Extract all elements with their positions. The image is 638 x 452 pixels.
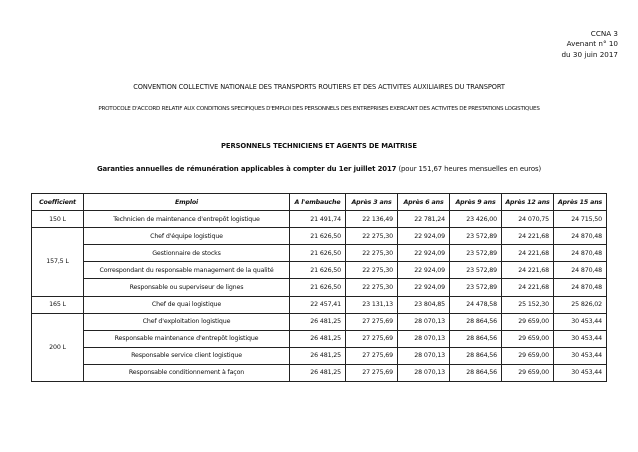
salary-value-cell: 24 870,48: [554, 245, 607, 262]
col-header-3ans: Après 3 ans: [346, 194, 398, 211]
salary-value-cell: 22 275,30: [346, 228, 398, 245]
salary-value-cell: 26 481,25: [290, 330, 346, 347]
coefficient-cell: 157,5 L: [32, 228, 84, 296]
salary-value-cell: 26 481,25: [290, 347, 346, 364]
salary-value-cell: 21 491,74: [290, 211, 346, 228]
salary-value-cell: 28 070,13: [398, 313, 450, 330]
salary-value-cell: 24 070,75: [502, 211, 554, 228]
salary-value-cell: 21 626,50: [290, 245, 346, 262]
salary-value-cell: 22 924,09: [398, 279, 450, 296]
salary-value-cell: 30 453,44: [554, 347, 607, 364]
salary-value-cell: 24 478,58: [450, 296, 502, 313]
salary-value-cell: 23 572,89: [450, 279, 502, 296]
salary-value-cell: 22 781,24: [398, 211, 450, 228]
salary-value-cell: 23 426,00: [450, 211, 502, 228]
col-header-emploi: Emploi: [84, 194, 290, 211]
salary-value-cell: 29 659,00: [502, 330, 554, 347]
date-label: du 30 juin 2017: [561, 49, 618, 59]
salary-value-cell: 23 804,85: [398, 296, 450, 313]
garanties-rest: (pour 151,67 heures mensuelles en euros): [396, 165, 542, 173]
salary-value-cell: 26 481,25: [290, 364, 346, 381]
emploi-cell: Responsable maintenance d'entrepôt logistique: [84, 330, 290, 347]
col-header-6ans: Après 6 ans: [398, 194, 450, 211]
convention-title: CONVENTION COLLECTIVE NATIONALE DES TRANSPORTS ROUTIERS ET DES ACTIVITES AUXILIAIRES DU TRANSPORT: [133, 83, 505, 91]
salary-value-cell: 24 715,50: [554, 211, 607, 228]
salary-value-cell: 29 659,00: [502, 364, 554, 381]
salary-value-cell: 22 275,30: [346, 245, 398, 262]
col-header-embauche: A l'embauche: [290, 194, 346, 211]
salary-value-cell: 21 626,50: [290, 228, 346, 245]
table-row: [32, 262, 607, 279]
salary-value-cell: 24 870,48: [554, 279, 607, 296]
salary-value-cell: 22 924,09: [398, 228, 450, 245]
emploi-cell: Responsable conditionnement à façon: [84, 364, 290, 381]
salary-value-cell: 30 453,44: [554, 364, 607, 381]
salary-value-cell: 28 070,13: [398, 330, 450, 347]
ccna-label: CCNA 3: [590, 29, 618, 38]
salary-value-cell: 21 626,50: [290, 279, 346, 296]
salary-value-cell: 22 275,30: [346, 262, 398, 279]
emploi-cell: Gestionnaire de stocks: [84, 245, 290, 262]
salary-value-cell: 28 864,56: [450, 347, 502, 364]
table-row: [32, 347, 607, 364]
coefficient-cell: 200 L: [32, 313, 84, 381]
salary-value-cell: 29 659,00: [502, 347, 554, 364]
salary-value-cell: 28 070,13: [398, 347, 450, 364]
salary-value-cell: 22 136,49: [346, 211, 398, 228]
salary-value-cell: 24 221,68: [502, 279, 554, 296]
salary-value-cell: 30 453,44: [554, 330, 607, 347]
salary-value-cell: 24 870,48: [554, 228, 607, 245]
salary-value-cell: 27 275,69: [346, 364, 398, 381]
salary-value-cell: 30 453,44: [554, 313, 607, 330]
emploi-cell: Chef d'équipe logistique: [84, 228, 290, 245]
salary-value-cell: 27 275,69: [346, 347, 398, 364]
salary-value-cell: 24 221,68: [502, 262, 554, 279]
avenant-label: Avenant n° 10: [566, 39, 618, 49]
salary-value-cell: 28 864,56: [450, 330, 502, 347]
salary-value-cell: 27 275,69: [346, 313, 398, 330]
salary-value-cell: 28 070,13: [398, 364, 450, 381]
table-body: [32, 211, 607, 382]
document-reference: [561, 29, 618, 60]
salary-table: [31, 193, 607, 382]
salary-value-cell: 26 481,25: [290, 313, 346, 330]
garanties-bold: Garanties annuelles de rémunération applicables à compter du 1er juillet 2017: [96, 165, 397, 173]
salary-value-cell: 24 870,48: [554, 262, 607, 279]
table-row: [32, 313, 607, 330]
salary-value-cell: 27 275,69: [346, 330, 398, 347]
table-row: [32, 228, 607, 245]
coefficient-cell: 150 L: [32, 211, 84, 228]
salary-value-cell: 25 152,30: [502, 296, 554, 313]
salary-value-cell: 28 864,56: [450, 313, 502, 330]
table-row: [32, 245, 607, 262]
salary-value-cell: 23 572,89: [450, 228, 502, 245]
col-header-12ans: Après 12 ans: [502, 194, 554, 211]
salary-value-cell: 23 572,89: [450, 262, 502, 279]
salary-value-cell: 22 924,09: [398, 245, 450, 262]
garanties-title: [0, 165, 638, 173]
protocole-title: PROTOCOLE D'ACCORD RELATIF AUX CONDITIONS SPECIFIQUES D'EMPLOI DES PERSONNELS DES ENTREPRISES EXERCANT DES ACTIVITES DE PRESTATIONS LOGISTIQUES: [98, 106, 540, 112]
table-header-row: [32, 194, 607, 211]
emploi-cell: Responsable service client logistique: [84, 347, 290, 364]
table-row: [32, 211, 607, 228]
salary-value-cell: 24 221,68: [502, 228, 554, 245]
emploi-cell: Technicien de maintenance d'entrepôt logistique: [84, 211, 290, 228]
salary-value-cell: 29 659,00: [502, 313, 554, 330]
salary-value-cell: 24 221,68: [502, 245, 554, 262]
emploi-cell: Chef d'exploitation logistique: [84, 313, 290, 330]
salary-value-cell: 22 924,09: [398, 262, 450, 279]
table-row: [32, 279, 607, 296]
col-header-coefficient: Coefficient: [32, 194, 84, 211]
salary-value-cell: 22 275,30: [346, 279, 398, 296]
salary-value-cell: 28 864,56: [450, 364, 502, 381]
table-row: [32, 296, 607, 313]
salary-value-cell: 23 131,13: [346, 296, 398, 313]
emploi-cell: Chef de quai logistique: [84, 296, 290, 313]
salary-value-cell: 25 826,02: [554, 296, 607, 313]
salary-value-cell: 21 626,50: [290, 262, 346, 279]
salary-value-cell: 23 572,89: [450, 245, 502, 262]
table-row: [32, 364, 607, 381]
col-header-9ans: Après 9 ans: [450, 194, 502, 211]
table-row: [32, 330, 607, 347]
section-title: PERSONNELS TECHNICIENS ET AGENTS DE MAITRISE: [221, 142, 417, 150]
salary-value-cell: 22 457,41: [290, 296, 346, 313]
coefficient-cell: 165 L: [32, 296, 84, 313]
emploi-cell: Responsable ou superviseur de lignes: [84, 279, 290, 296]
col-header-15ans: Après 15 ans: [554, 194, 607, 211]
emploi-cell: Correspondant du responsable management de la qualité: [84, 262, 290, 279]
